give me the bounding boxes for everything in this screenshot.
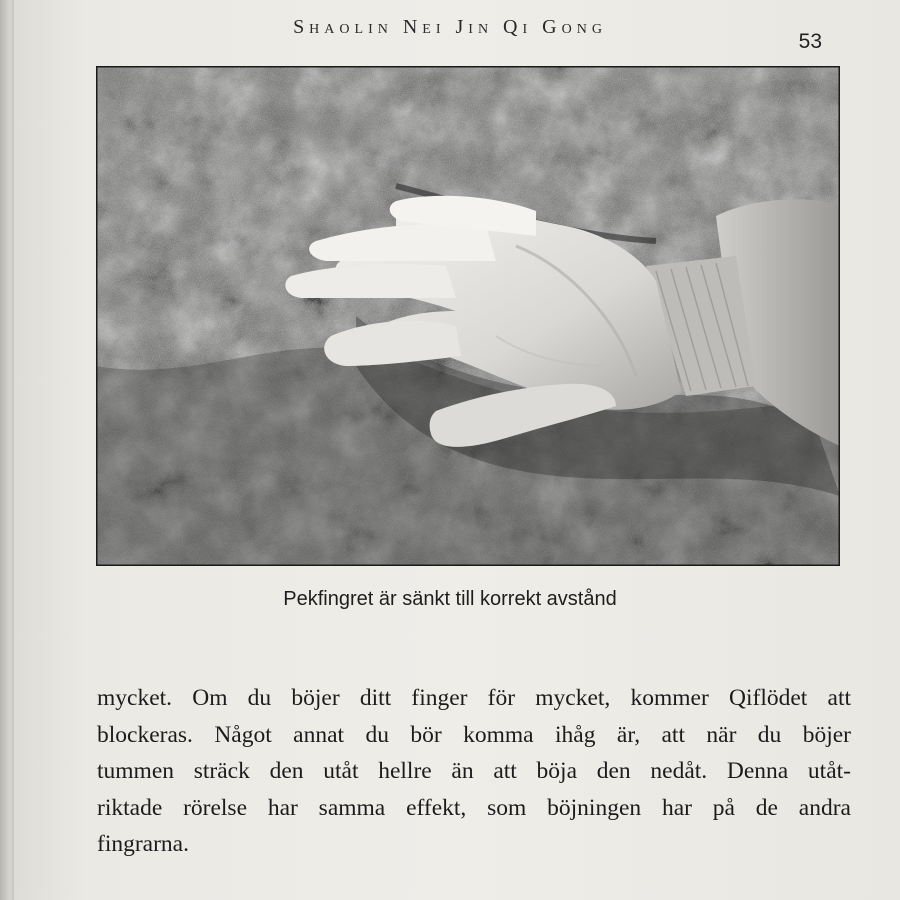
body-line: tummen sträck den utåt hellre än att böja den nedåt. Denna utåt-: [97, 758, 851, 784]
page-number: 53: [798, 30, 822, 53]
body-paragraph: [97, 680, 851, 863]
body-line: blockeras. Något annat du bör komma ihåg är, att när du böjer: [97, 721, 851, 748]
body-line: fingrarna.: [97, 831, 189, 857]
running-head: Shaolin Nei Jin Qi Gong: [293, 16, 607, 38]
body-line: riktade rörelse har samma effekt, som böjningen har på de andra: [97, 794, 851, 821]
figure-caption: Pekfingret är sänkt till korrekt avstånd: [283, 588, 617, 610]
body-line: mycket. Om du böjer ditt finger för mycket, kommer Qiflödet att: [97, 685, 851, 711]
photo-hand-on-rock: [96, 66, 840, 566]
